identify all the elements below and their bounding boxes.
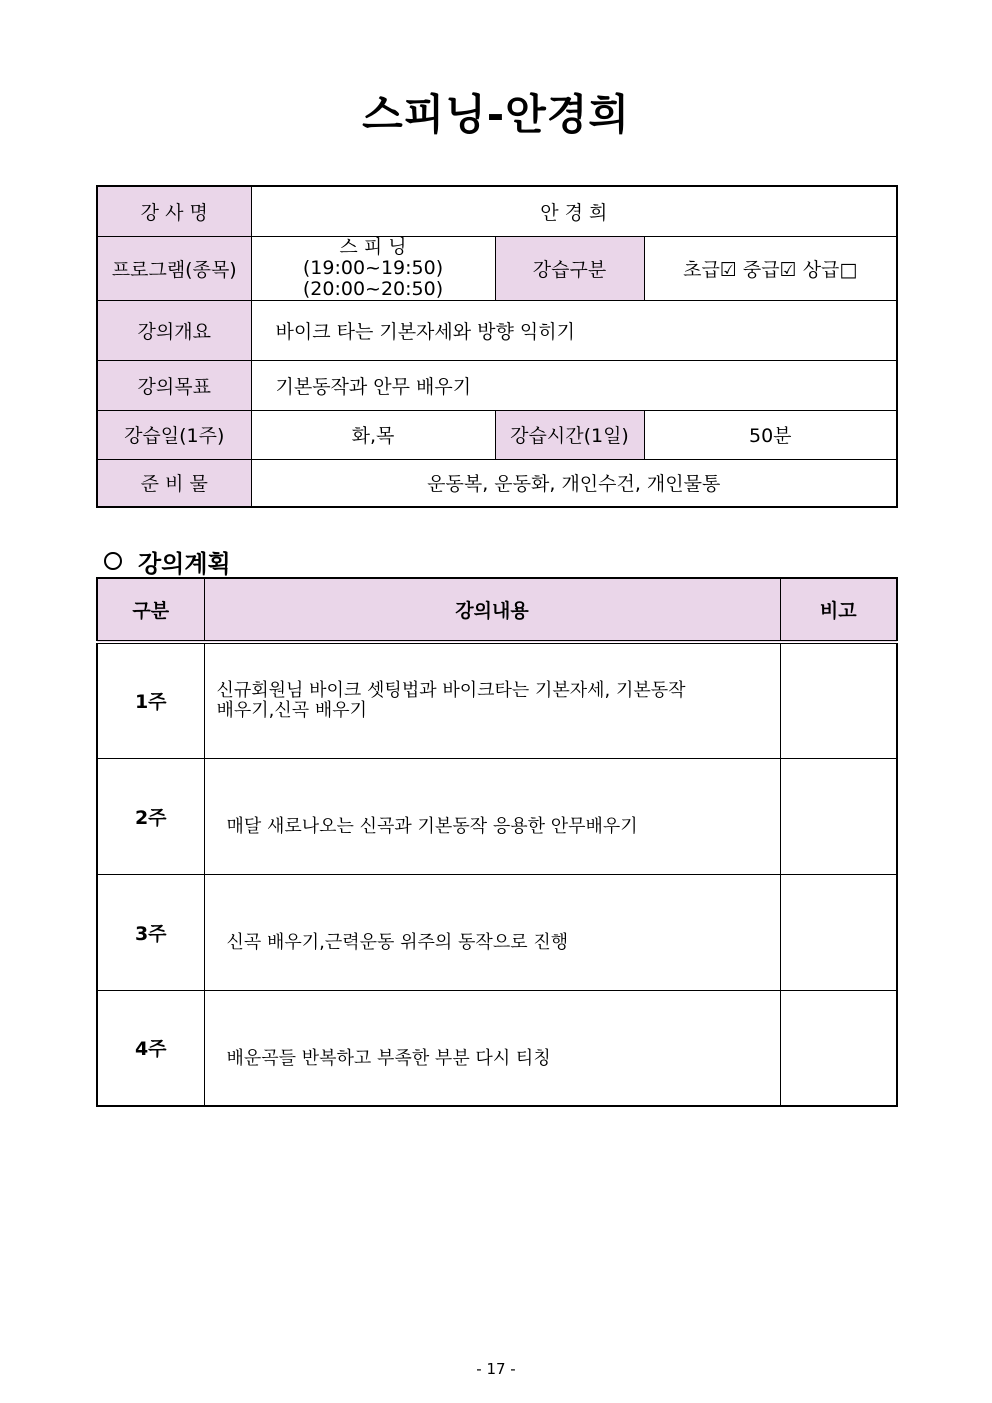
page-title: 스피닝-안경희 [362, 90, 630, 139]
days-label: 강습일(1주) [97, 410, 251, 459]
table-row [97, 642, 897, 758]
lesson-content-line: 신곡 배우기,근력운동 위주의 동작으로 진행 [226, 932, 569, 953]
circle-bullet-icon [104, 552, 122, 570]
lesson-note [780, 990, 897, 1106]
goal-value: 기본동작과 안무 배우기 [251, 360, 897, 410]
lesson-content [204, 874, 780, 990]
lesson-content-line: 배운곡들 반복하고 부족한 부분 다시 티칭 [226, 1047, 551, 1069]
page-number: - 17 - [476, 1360, 516, 1378]
program-time-1: (19:00~19:50) [302, 256, 444, 279]
week-label: 4주 [97, 990, 204, 1106]
lesson-content-line: 신규회원님 바이크 셋팅법과 바이크타는 기본자세, 기본동작 [216, 679, 686, 701]
lesson-note [780, 874, 897, 990]
section-title: 강의계획 [138, 550, 231, 578]
duration-label: 강습시간(1일) [495, 410, 644, 459]
week-label: 3주 [97, 874, 204, 990]
program-label: 프로그램(종목) [97, 236, 251, 300]
section-heading [104, 544, 231, 579]
lesson-content-line: 매달 새로나오는 신곡과 기본동작 응용한 안무배우기 [226, 816, 638, 837]
lesson-note [780, 758, 897, 874]
table-row [97, 874, 897, 990]
course-info-table [96, 185, 898, 508]
duration-value: 50분 [644, 410, 897, 459]
prep-value: 운동복, 운동화, 개인수건, 개인물통 [251, 459, 897, 507]
column-header-note: 비고 [780, 578, 897, 642]
lesson-plan-table [96, 577, 898, 1107]
level-label: 강습구분 [495, 236, 644, 300]
lesson-content-line: 배우기,신곡 배우기 [216, 699, 368, 721]
week-label: 1주 [97, 642, 204, 758]
program-value [251, 236, 495, 300]
column-header-week: 구분 [97, 578, 204, 642]
days-value: 화,목 [251, 410, 495, 459]
week-label: 2주 [97, 758, 204, 874]
instructor-value: 안 경 희 [251, 186, 897, 236]
program-name: 스 피 닝 [339, 235, 407, 258]
overview-value: 바이크 타는 기본자세와 방향 익히기 [251, 300, 897, 360]
lesson-content [204, 642, 780, 758]
table-row [97, 990, 897, 1106]
column-header-content: 강의내용 [204, 578, 780, 642]
overview-label: 강의개요 [97, 300, 251, 360]
table-row [97, 758, 897, 874]
lesson-content [204, 758, 780, 874]
level-value: 초급☑ 중급☑ 상급□ [644, 236, 897, 300]
prep-label: 준 비 물 [97, 459, 251, 507]
program-time-2: (20:00~20:50) [302, 277, 444, 300]
lesson-content [204, 990, 780, 1106]
instructor-label: 강 사 명 [97, 186, 251, 236]
goal-label: 강의목표 [97, 360, 251, 410]
lesson-note [780, 642, 897, 758]
